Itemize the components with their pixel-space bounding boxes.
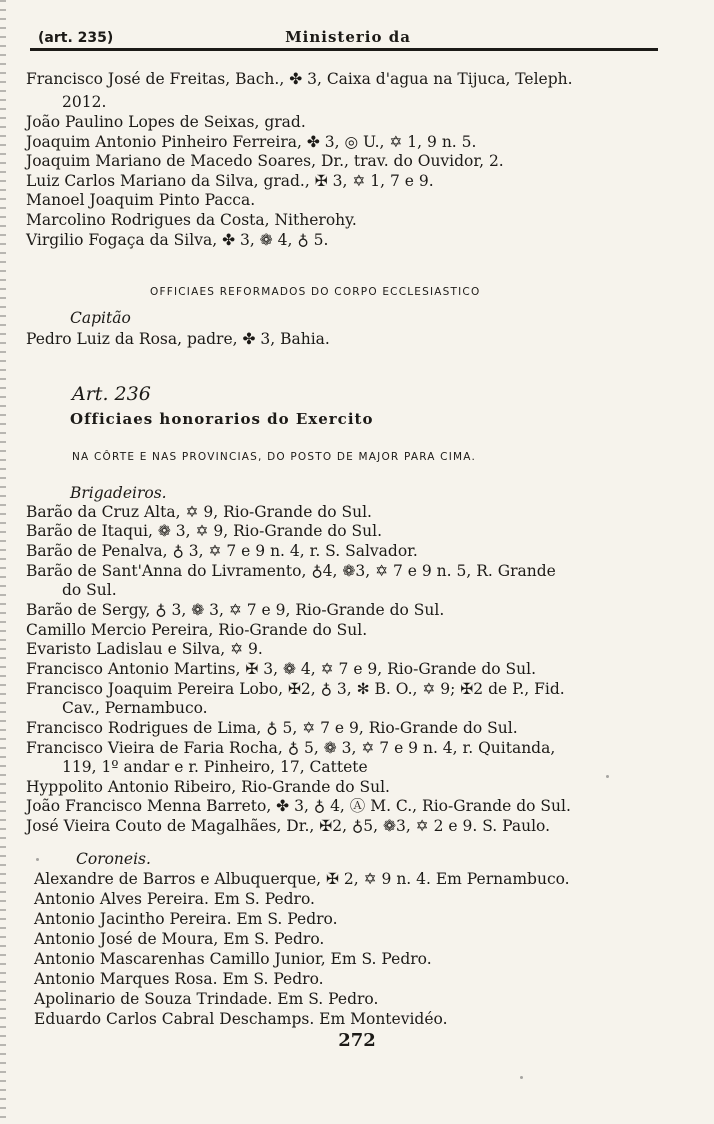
entry-line: Francisco José de Freitas, Bach., ✤ 3, Caixa d'agua na Tijuca, Teleph. bbox=[26, 70, 573, 88]
entry-line: Joaquim Antonio Pinheiro Ferreira, ✤ 3, ◎ U., ✡ 1, 9 n. 5. bbox=[26, 133, 477, 151]
header-article-ref: (art. 235) bbox=[38, 30, 114, 46]
rank-heading: Coroneis. bbox=[76, 850, 151, 868]
entry-line: Antonio Marques Rosa. Em S. Pedro. bbox=[34, 970, 324, 988]
entry-line: Francisco Rodrigues de Lima, ♁ 5, ✡ 7 e 9, Rio-Grande do Sul. bbox=[26, 719, 518, 737]
entry-line: Alexandre de Barros e Albuquerque, ✠ 2, ✡ 9 n. 4. Em Pernambuco. bbox=[34, 870, 570, 888]
entry-line: Luiz Carlos Mariano da Silva, grad., ✠ 3, ✡ 1, 7 e 9. bbox=[26, 172, 434, 190]
entry-line: Cav., Pernambuco. bbox=[62, 699, 208, 717]
entry-line: Apolinario de Souza Trindade. Em S. Pedro. bbox=[34, 990, 379, 1008]
article-title: Officiaes honorarios do Exercito bbox=[70, 410, 374, 428]
entry-line: Marcolino Rodrigues da Costa, Nitherohy. bbox=[26, 211, 357, 229]
entry-line: Manoel Joaquim Pinto Pacca. bbox=[26, 191, 256, 209]
entry-line: do Sul. bbox=[62, 581, 117, 599]
entry-line: Francisco Joaquim Pereira Lobo, ✠2, ♁ 3, ✻ B. O., ✡ 9; ✠2 de P., Fid. bbox=[26, 680, 565, 698]
entry-line: Barão de Penalva, ♁ 3, ✡ 7 e 9 n. 4, r. S. Salvador. bbox=[26, 542, 418, 560]
article-subheading: NA CÔRTE E NAS PROVINCIAS, DO POSTO DE MAJOR PARA CIMA. bbox=[72, 451, 477, 463]
entry-line: Barão de Itaqui, ❁ 3, ✡ 9, Rio-Grande do Sul. bbox=[26, 522, 383, 540]
entry-line: Antonio José de Moura, Em S. Pedro. bbox=[34, 930, 325, 948]
rank-heading: Brigadeiros. bbox=[70, 484, 167, 502]
entry-line: Camillo Mercio Pereira, Rio-Grande do Sul. bbox=[26, 621, 368, 639]
header-title: Ministerio da bbox=[285, 28, 411, 46]
entry-line: Virgilio Fogaça da Silva, ✤ 3, ❁ 4, ♁ 5. bbox=[26, 231, 329, 249]
entry-line: Hyppolito Antonio Ribeiro, Rio-Grande do Sul. bbox=[26, 778, 390, 796]
scan-speck bbox=[606, 775, 609, 778]
entry-line: João Francisco Menna Barreto, ✤ 3, ♁ 4, Ⓐ M. C., Rio-Grande do Sul. bbox=[26, 797, 571, 815]
entry-line: Pedro Luiz da Rosa, padre, ✤ 3, Bahia. bbox=[26, 330, 330, 348]
page-edge-scan-noise bbox=[0, 0, 6, 1124]
rank-heading: Capitão bbox=[70, 309, 131, 327]
entry-line: 119, 1º andar e r. Pinheiro, 17, Cattete bbox=[62, 758, 368, 776]
entry-line: 2012. bbox=[62, 93, 107, 111]
article-number: Art. 236 bbox=[72, 383, 151, 405]
entry-line: João Paulino Lopes de Seixas, grad. bbox=[26, 113, 306, 131]
entry-line: Evaristo Ladislau e Silva, ✡ 9. bbox=[26, 640, 263, 658]
entry-line: Barão da Cruz Alta, ✡ 9, Rio-Grande do Sul. bbox=[26, 503, 372, 521]
section-heading: OFFICIAES REFORMADOS DO CORPO ECCLESIASTICO bbox=[150, 286, 481, 298]
entry-line: Joaquim Mariano de Macedo Soares, Dr., trav. do Ouvidor, 2. bbox=[26, 152, 504, 170]
entry-line: Antonio Alves Pereira. Em S. Pedro. bbox=[34, 890, 315, 908]
page-number: 272 bbox=[338, 1030, 376, 1051]
entry-line: Antonio Mascarenhas Camillo Junior, Em S. Pedro. bbox=[34, 950, 432, 968]
scan-speck bbox=[520, 1076, 523, 1079]
entry-line: Francisco Antonio Martins, ✠ 3, ❁ 4, ✡ 7 e 9, Rio-Grande do Sul. bbox=[26, 660, 537, 678]
running-header bbox=[38, 28, 658, 50]
scan-speck bbox=[36, 858, 39, 861]
entry-line: Barão de Sergy, ♁ 3, ❁ 3, ✡ 7 e 9, Rio-Grande do Sul. bbox=[26, 601, 445, 619]
entry-line: Eduardo Carlos Cabral Deschamps. Em Montevidéo. bbox=[34, 1010, 448, 1028]
entry-line: Antonio Jacintho Pereira. Em S. Pedro. bbox=[34, 910, 338, 928]
entry-line: José Vieira Couto de Magalhães, Dr., ✠2, ♁5, ❁3, ✡ 2 e 9. S. Paulo. bbox=[26, 817, 551, 835]
header-rule bbox=[30, 48, 658, 51]
entry-line: Francisco Vieira de Faria Rocha, ♁ 5, ❁ 3, ✡ 7 e 9 n. 4, r. Quitanda, bbox=[26, 739, 556, 757]
entry-line: Barão de Sant'Anna do Livramento, ♁4, ❁3, ✡ 7 e 9 n. 5, R. Grande bbox=[26, 562, 556, 580]
